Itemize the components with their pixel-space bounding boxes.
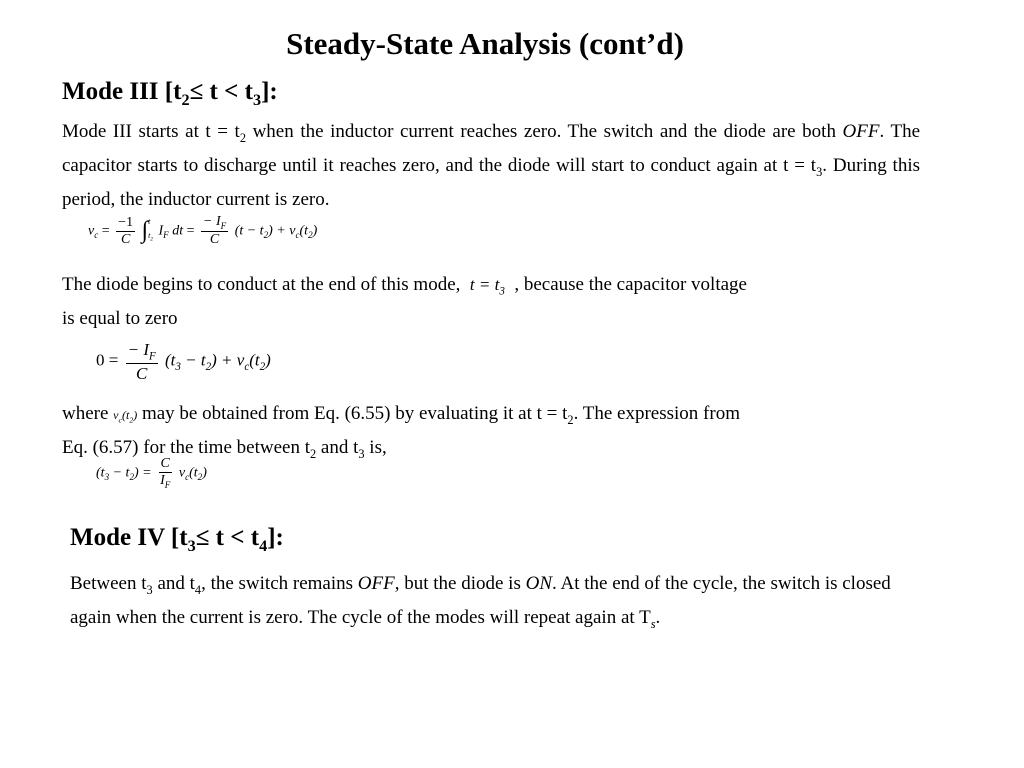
equation-vc-integral: $v_c$ = $\frac{-1}{C}$ ∫ t $t_2$ $I_F$ dt = $\frac{- I_F}{C}$ $(t - t_2) + v_c(t_2)$ (88, 214, 318, 248)
mode-iv-heading: Mode IV $[t_3\le t < t_4]$: (70, 524, 284, 555)
slide-title: Steady-State Analysis (cont’d) (286, 26, 684, 61)
mode-iii-paragraph: Mode III starts at $t = t_2$ when the inductor current reaches zero. The switch and the diode are both OFF. The capacitor starts to discharge until it reaches zero, and the diode will start to conduct again at $t = t_3$. During this period, the inductor current is zero. (62, 121, 921, 210)
equation-zero-condition: 0 = $\frac{- I_F}{C}$ $(t_3 - t_2) + v_c(t_2)$ (96, 340, 271, 384)
diode-conduct-paragraph: The diode begins to conduct at the end of this mode, $t = t_3$ , because the capacitor voltage is equal to zero (62, 274, 747, 330)
equation-time-interval: $(t_3 - t_2)$ = $\frac{C}{I_F}$ $v_c(t_2)$ (96, 456, 207, 490)
mode-iii-heading: Mode III $[t_2\le t < t_3]$: (62, 78, 278, 109)
where-paragraph: where $v_c(t_2)$ may be obtained from Eq. (6.55) by evaluating it at $t = t_2$. The expression from Eq. (6.57) for the time between $t_2$ and $t_3$ is, (62, 403, 740, 461)
mode-iv-paragraph: Between $t_3$ and $t_4$, the switch remains OFF, but the diode is ON. At the end of the cycle, the switch is closed again when the current is zero. The cycle of the modes will repeat again at $T_s$. (70, 573, 891, 631)
